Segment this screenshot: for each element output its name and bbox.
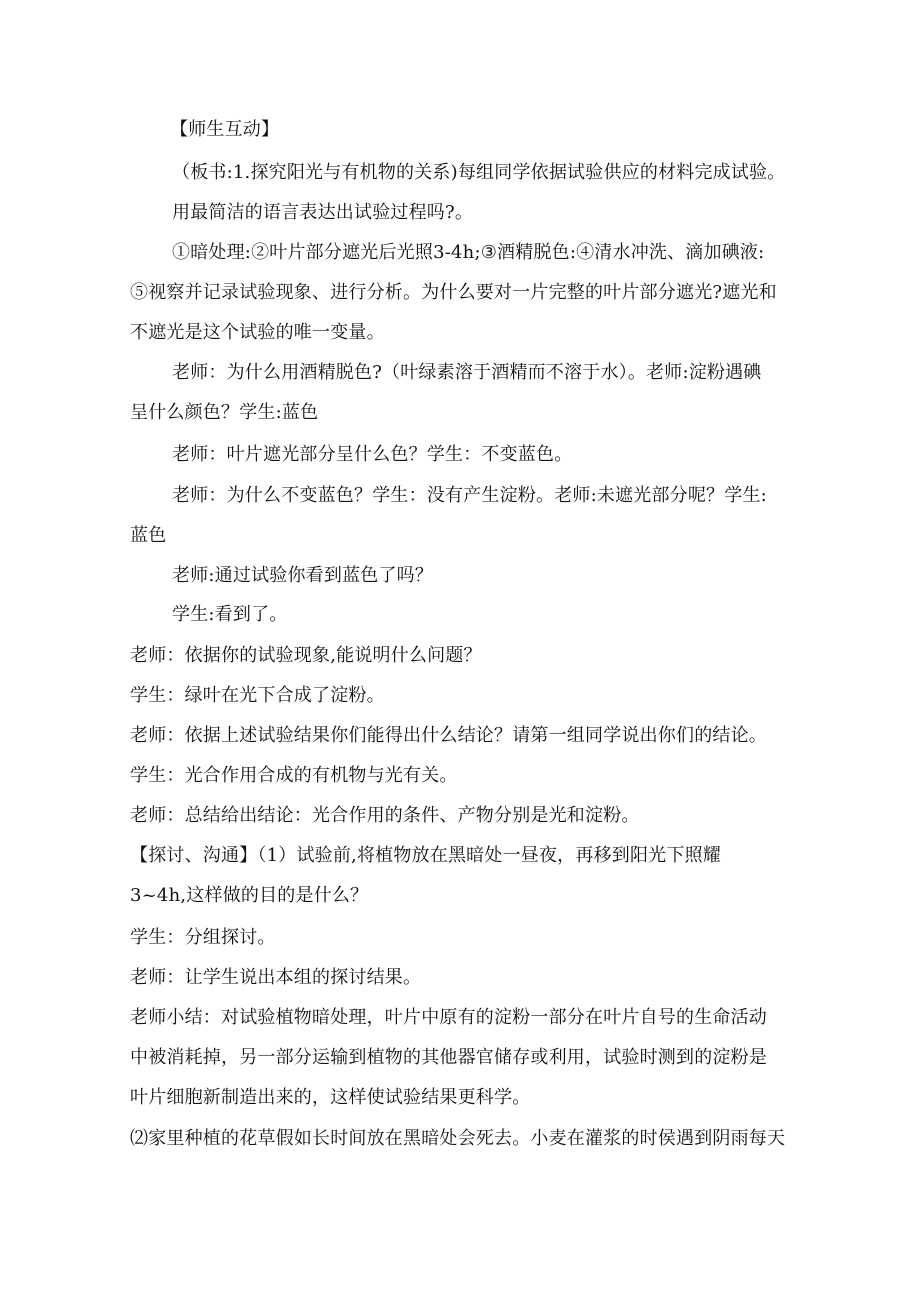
- text-line: ⑵家里种植的花草假如长时间放在黑暗处会死去。小麦在灌浆的时侯遇到阴雨每天: [130, 1128, 786, 1149]
- text-line: 老师：依据你的试验现象,能说明什么问题？: [130, 645, 482, 666]
- text-line: 叶片细胞新制造出来的，这样使试验结果更科学。: [130, 1087, 531, 1108]
- text-line: 不遮光是这个试验的唯一变量。: [130, 322, 385, 343]
- text-line: 学生：绿叶在光下合成了淀粉。: [130, 685, 385, 706]
- text-line: 老师:通过试验你看到蓝色了吗？: [172, 565, 434, 586]
- text-line: 蓝色: [130, 525, 167, 546]
- text-line: ⑤视察并记录试验现象、进行分析。为什么要对一片完整的叶片部分遮光?遮光和: [130, 282, 777, 303]
- text-line: 3~4h,这样做的目的是什么？: [130, 885, 369, 906]
- text-line: 学生：分组探讨。: [130, 927, 276, 948]
- text-line: 老师：为什么用酒精脱色?（叶绿素溶于酒精而不溶于水）。老师:淀粉遇碘: [172, 362, 762, 383]
- text-line: 学生：光合作用合成的有机物与光有关。: [130, 765, 458, 786]
- text-line: （板书:1.探究阳光与有机物的关系)每组同学依据试验供应的材料完成试验。: [172, 162, 786, 183]
- text-line: 老师：为什么不变蓝色？学生：没有产生淀粉。老师:未遮光部分呢？学生:: [172, 485, 767, 506]
- text-line: 老师：依据上述试验结果你们能得出什么结论？请第一组同学说出你们的结论。: [130, 725, 767, 746]
- text-line: 老师：叶片遮光部分呈什么色？学生：不变蓝色。: [172, 444, 573, 465]
- text-line: 呈什么颜色？学生:蓝色: [130, 402, 319, 423]
- section-heading-teacher-student-interaction: 【师生互动】: [170, 119, 280, 140]
- text-line: 用最简洁的语言表达出试验过程吗?。: [172, 202, 474, 223]
- text-line: 老师小结：对试验植物暗处理，叶片中原有的淀粉一部分在叶片自号的生命活动: [130, 1007, 767, 1028]
- text-line: 老师：总结给出结论：光合作用的条件、产物分别是光和淀粉。: [130, 805, 640, 826]
- section-heading-discussion: 【探讨、沟通】（1）试验前,将植物放在黑暗处一昼夜，再移到阳光下照耀: [130, 845, 721, 866]
- text-line: 老师：让学生说出本组的探讨结果。: [130, 967, 422, 988]
- text-line: ①暗处理:②叶片部分遮光后光照3-4h;③酒精脱色:④清水冲洗、滴加碘液:: [172, 242, 765, 263]
- text-line: 学生:看到了。: [172, 604, 288, 625]
- text-line: 中被消耗掉，另一部分运输到植物的其他器官储存或利用，试验时测到的淀粉是: [130, 1047, 767, 1068]
